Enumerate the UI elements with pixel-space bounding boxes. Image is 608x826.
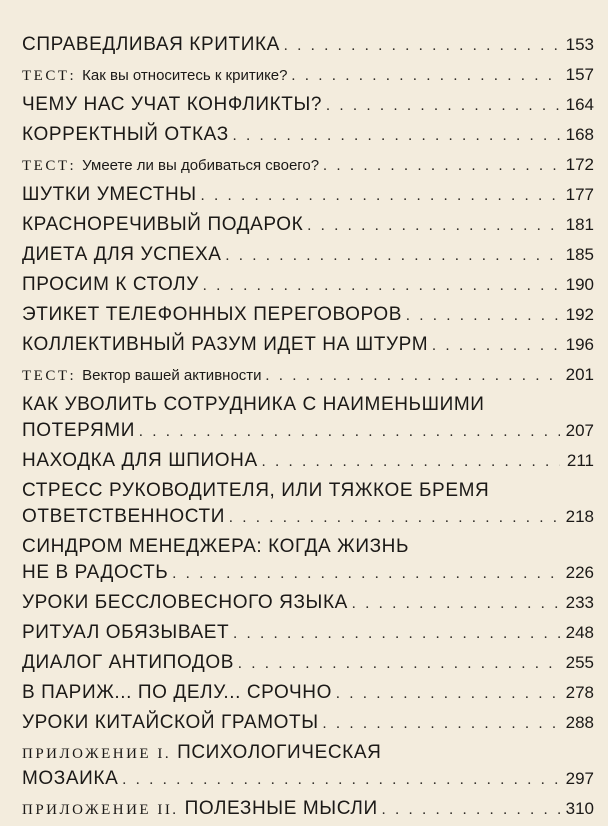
entry-title: ЭТИКЕТ ТЕЛЕФОННЫХ ПЕРЕГОВОРОВ <box>22 304 403 325</box>
entry-title-line: СИНДРОМ МЕНЕДЖЕРА: КОГДА ЖИЗНЬ <box>22 536 410 557</box>
leader-dots <box>203 274 560 299</box>
page-number: 181 <box>565 215 594 234</box>
page-number: 297 <box>565 769 594 788</box>
entry-title: В ПАРИЖ... ПО ДЕЛУ... СРОЧНО <box>22 682 332 703</box>
entry-title: ДИЕТА ДЛЯ УСПЕХА <box>22 244 222 265</box>
page-number: 168 <box>565 125 594 144</box>
entry-title: Как вы относитесь к критике? <box>82 67 288 84</box>
toc-entry-appendix <box>22 796 594 822</box>
entry-title: РИТУАЛ ОБЯЗЫВАЕТ <box>22 622 230 643</box>
page-number: 157 <box>565 65 594 84</box>
leader-dots <box>201 184 560 209</box>
toc-entry <box>22 590 594 616</box>
page-number: 192 <box>565 305 594 324</box>
toc-entry <box>22 332 594 358</box>
test-label: ТЕСТ: <box>22 158 77 174</box>
entry-title: УРОКИ КИТАЙСКОЙ ГРАМОТЫ <box>22 712 319 733</box>
leader-dots <box>284 34 560 59</box>
entry-title-line: ПСИХОЛОГИЧЕСКАЯ <box>177 742 382 763</box>
test-label: ТЕСТ: <box>22 368 77 384</box>
toc-entry <box>22 680 594 706</box>
entry-title: НАХОДКА ДЛЯ ШПИОНА <box>22 450 258 471</box>
toc-entry <box>22 272 594 298</box>
page-number: 172 <box>565 155 594 174</box>
toc-entry <box>22 620 594 646</box>
entry-title: ДИАЛОГ АНТИПОДОВ <box>22 652 235 673</box>
entry-title-line: МОЗАИКА <box>22 768 119 789</box>
entry-title: УРОКИ БЕССЛОВЕСНОГО ЯЗЫКА <box>22 592 348 613</box>
entry-title: Умеете ли вы добиваться своего? <box>82 157 320 174</box>
page-number: 177 <box>565 185 594 204</box>
leader-dots <box>238 652 560 677</box>
test-label: ТЕСТ: <box>22 68 77 84</box>
toc-entry-test <box>22 62 594 88</box>
leader-dots <box>229 506 560 531</box>
entry-title-line: СТРЕСС РУКОВОДИТЕЛЯ, ИЛИ ТЯЖКОЕ БРЕМЯ <box>22 480 490 501</box>
toc-entry-test <box>22 152 594 178</box>
toc-entry <box>22 710 594 736</box>
appendix-label: ПРИЛОЖЕНИЕ I. <box>22 746 172 762</box>
leader-dots <box>323 154 560 179</box>
page-number: 153 <box>565 35 594 54</box>
leader-dots <box>352 592 560 617</box>
entry-title: КОЛЛЕКТИВНЫЙ РАЗУМ ИДЕТ НА ШТУРМ <box>22 334 429 355</box>
entry-title: ЧЕМУ НАС УЧАТ КОНФЛИКТЫ? <box>22 94 323 115</box>
toc-entry <box>22 242 594 268</box>
leader-dots <box>432 334 560 359</box>
entry-title: КОРРЕКТНЫЙ ОТКАЗ <box>22 124 229 145</box>
entry-title: Вектор вашей активности <box>82 367 262 384</box>
leader-dots <box>292 64 561 89</box>
leader-dots <box>226 244 560 269</box>
page-number: 201 <box>565 365 594 384</box>
toc-entry <box>22 92 594 118</box>
entry-title: ПРОСИМ К СТОЛУ <box>22 274 199 295</box>
leader-dots <box>336 682 560 707</box>
table-of-contents <box>22 32 594 826</box>
entry-title: СПРАВЕДЛИВАЯ КРИТИКА <box>22 34 280 55</box>
leader-dots <box>262 450 560 475</box>
leader-dots <box>172 562 560 587</box>
entry-title-line: КАК УВОЛИТЬ СОТРУДНИКА С НАИМЕНЬШИМИ <box>22 394 485 415</box>
page-number: 255 <box>565 653 594 672</box>
page-number: 288 <box>565 713 594 732</box>
entry-title-line: НЕ В РАДОСТЬ <box>22 562 169 583</box>
page-number: 211 <box>566 451 594 470</box>
toc-entry <box>22 212 594 238</box>
toc-entry-appendix <box>22 740 594 792</box>
page-number: 190 <box>565 275 594 294</box>
leader-dots <box>307 214 560 239</box>
toc-entry <box>22 302 594 328</box>
toc-entry <box>22 478 594 530</box>
leader-dots <box>323 712 560 737</box>
toc-entry <box>22 650 594 676</box>
toc-entry <box>22 534 594 586</box>
page-number: 218 <box>565 507 594 526</box>
entry-title: ШУТКИ УМЕСТНЫ <box>22 184 197 205</box>
page-number: 233 <box>565 593 594 612</box>
leader-dots <box>233 622 560 647</box>
toc-entry <box>22 32 594 58</box>
page-number: 196 <box>565 335 594 354</box>
leader-dots <box>233 124 560 149</box>
toc-entry <box>22 122 594 148</box>
leader-dots <box>139 420 560 445</box>
toc-entry <box>22 448 594 474</box>
page-number: 310 <box>565 799 594 818</box>
toc-entry <box>22 182 594 208</box>
entry-title-line: ОТВЕТСТВЕННОСТИ <box>22 506 225 527</box>
entry-title: КРАСНОРЕЧИВЫЙ ПОДАРОК <box>22 214 304 235</box>
leader-dots <box>382 798 560 823</box>
page-number: 207 <box>565 421 594 440</box>
page-number: 278 <box>565 683 594 702</box>
leader-dots <box>122 768 560 793</box>
toc-entry <box>22 392 594 444</box>
appendix-label: ПРИЛОЖЕНИЕ II. <box>22 802 179 818</box>
leader-dots <box>406 304 560 329</box>
page-number: 185 <box>565 245 594 264</box>
page-number: 164 <box>565 95 594 114</box>
page-number: 248 <box>565 623 594 642</box>
page-number: 226 <box>565 563 594 582</box>
leader-dots <box>326 94 560 119</box>
leader-dots <box>266 364 560 389</box>
entry-title-line: ПОТЕРЯМИ <box>22 420 135 441</box>
entry-title: ПОЛЕЗНЫЕ МЫСЛИ <box>184 798 378 819</box>
toc-entry-test <box>22 362 594 388</box>
